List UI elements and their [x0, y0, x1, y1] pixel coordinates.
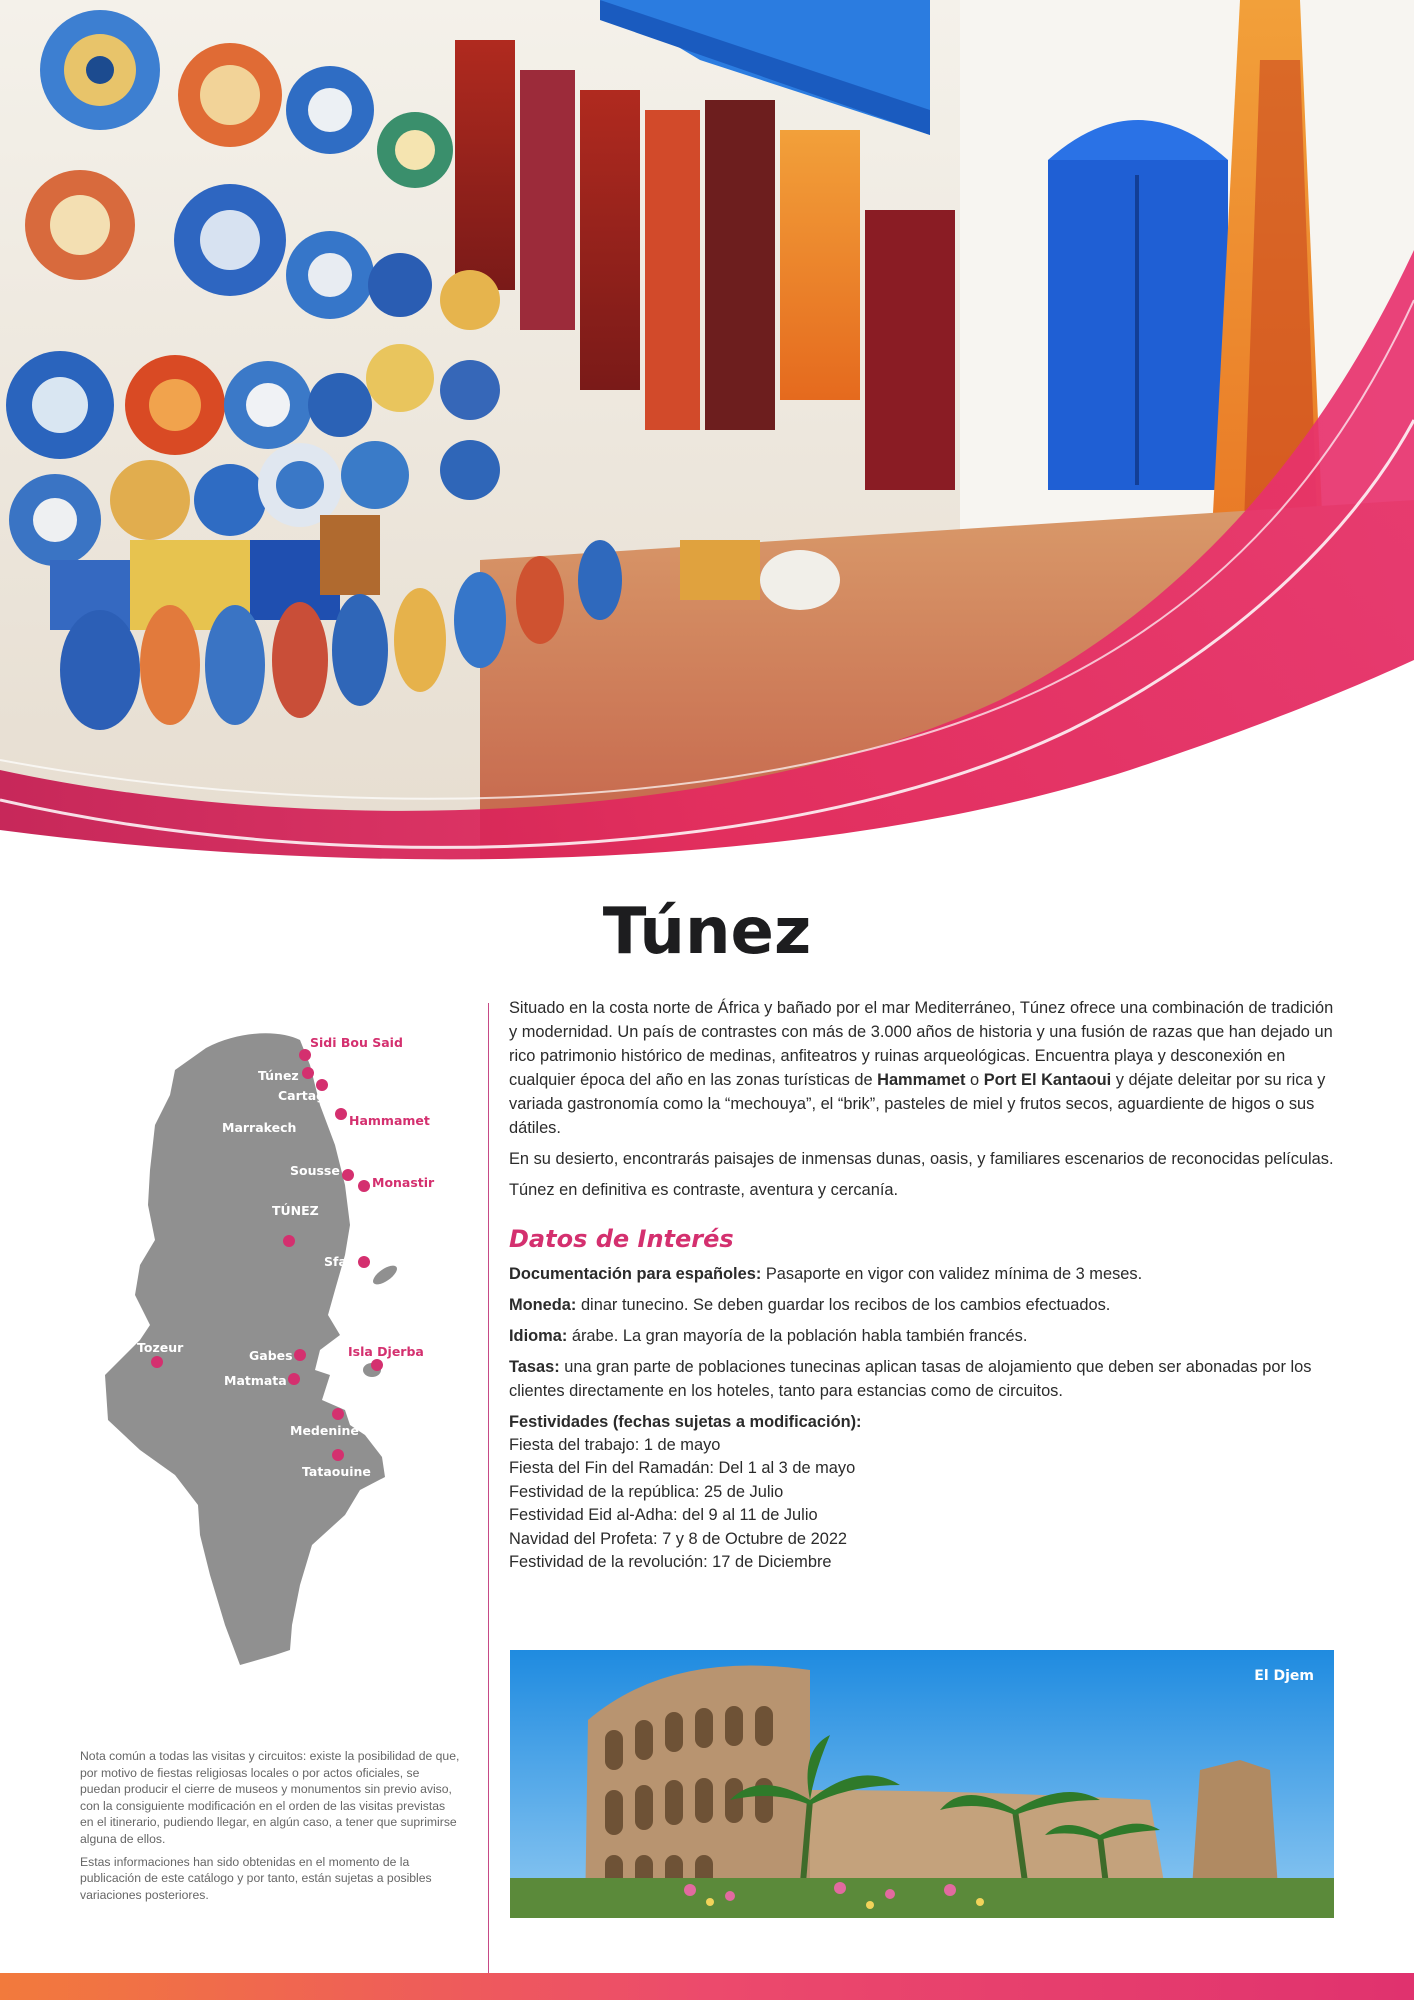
map-dot-sousse [342, 1169, 354, 1181]
footnote-info: Estas informaciones han sido obtenidas en el momento de la publicación de este catálogo y por tanto, están sujetas a posibles variaciones posteriores. [80, 1854, 432, 1902]
map-label-matmata: Matmata [224, 1373, 287, 1388]
map-dot-monastir [358, 1180, 370, 1192]
fact-text: árabe. La gran mayoría de la población habla también francés. [567, 1327, 1028, 1345]
map-dot-matmata [288, 1373, 300, 1385]
fact-text: Pasaporte en vigor con validez mínima de 3 meses. [761, 1265, 1143, 1283]
fact-text: dinar tunecino. Se deben guardar los recibos de los cambios efectuados. [576, 1296, 1111, 1314]
list-item: Fiesta del Fin del Ramadán: Del 1 al 3 de mayo [509, 1459, 856, 1478]
list-item: Fiesta del trabajo: 1 de mayo [509, 1436, 721, 1454]
page-title: Túnez [602, 895, 812, 969]
intro-paragraph-1 [509, 996, 1339, 1140]
fact-idioma [509, 1324, 1339, 1348]
map-dot-sfax [358, 1256, 370, 1268]
map-label-tunez: Túnez [258, 1068, 299, 1083]
intro-paragraph-2: En su desierto, encontrarás paisajes de inmensas dunas, oasis, y familiares escenarios de reconocidas películas. [509, 1150, 1334, 1168]
fact-moneda [509, 1293, 1339, 1317]
map-dot-tunez [302, 1067, 314, 1079]
map-dot-medenine [332, 1408, 344, 1420]
hero-image [0, 0, 1414, 870]
highlight-hammamet: Hammamet [877, 1071, 966, 1089]
fact-tasas [509, 1355, 1339, 1403]
el-djem-illustration [510, 1650, 1334, 1918]
map-dot-tataouine [332, 1449, 344, 1461]
map-label-tunez-center: TÚNEZ [272, 1203, 319, 1218]
fact-festividades-heading [509, 1410, 1339, 1434]
footnote-visits: Nota común a todas las visitas y circuitos: existe la posibilidad de que, por motivo de fiestas religiosas locales o por actos oficiales, se puedan producir el cierre de museos y monumentos sin previo aviso, con la consiguiente modificación en el orden de las visitas previstas en el itinerario, pudiendo llegar, en algún caso, a tener que suprimirse alguna de ellos. [80, 1749, 460, 1846]
map-dot-gabes [294, 1349, 306, 1361]
fact-text: una gran parte de poblaciones tunecinas aplican tasas de alojamiento que deben ser abonadas por los clientes directamente en los hoteles, tanto para estancias como de circuitos. [509, 1358, 1312, 1400]
map-label-marrakech: Marrakech [222, 1120, 297, 1135]
list-item: Festividad de la república: 25 de Julio [509, 1482, 784, 1501]
footer-bar [0, 1973, 1414, 2000]
map-dot-tunez-center [283, 1235, 295, 1247]
list-item: Festividad de la revolución: 17 de Diciembre [509, 1553, 832, 1572]
festividades-list [509, 1434, 1339, 1574]
map-label-medenine: Medenine [290, 1423, 359, 1438]
intro-paragraph-3: Túnez en definitiva es contraste, aventura y cercanía. [509, 1181, 899, 1199]
map-dot-isla-djerba [371, 1359, 383, 1371]
map-label-hammamet: Hammamet [349, 1113, 430, 1128]
intro-text-connector: o [965, 1071, 984, 1089]
map-dot-tozeur [151, 1356, 163, 1368]
el-djem-photo [510, 1650, 1334, 1918]
kerkennah-island [370, 1262, 400, 1288]
map-label-tozeur: Tozeur [137, 1340, 184, 1355]
fact-label: Moneda: [509, 1296, 577, 1314]
list-item: Navidad del Profeta: 7 y 8 de Octubre de 2022 [509, 1529, 848, 1548]
map-label-cartago: Cartago [278, 1088, 334, 1103]
tunisia-map [100, 1025, 460, 1715]
column-divider [488, 1003, 489, 1973]
map-label-monastir: Monastir [372, 1175, 435, 1190]
footnote [80, 1748, 460, 1909]
fact-label: Idioma: [509, 1327, 568, 1345]
map-label-sidi-bou-said: Sidi Bou Said [310, 1035, 403, 1050]
main-content [509, 996, 1339, 1574]
fact-documentacion [509, 1262, 1339, 1286]
map-dot-hammamet [335, 1108, 347, 1120]
photo-caption: El Djem [1254, 1668, 1314, 1684]
map-label-sfax: Sfax [324, 1254, 355, 1269]
map-dot-sidi-bou-said [299, 1049, 311, 1061]
map-label-isla-djerba: Isla Djerba [348, 1344, 424, 1359]
list-item: Festividad Eid al-Adha: del 9 al 11 de Julio [509, 1506, 818, 1525]
map-label-sousse: Sousse [290, 1163, 340, 1178]
map-label-gabes: Gabes [249, 1348, 293, 1363]
intro-text-start: Situado en la costa norte de África y bañado por el mar Mediterráneo, Túnez ofrece una combinación de tradición y modernidad. Un país de contrastes con más de 3.000 años de historia y una fusión de razas que han dejado un rico patrimonio histórico de medinas, anfiteatros y ruinas arqueológicas. Encuentra playa y desconexión en cualquier época del año en las zonas turísticas de [509, 999, 1334, 1089]
intro-text-end: y déjate deleitar por su rica y variada gastronomía como la “mechouya”, el “brik”, pasteles de miel y frutos secos, aguardiente de higos o sus dátiles. [509, 1071, 1326, 1137]
fact-label: Festividades (fechas sujetas a modificación): [509, 1413, 862, 1431]
section-title-datos: Datos de Interés [509, 1225, 734, 1253]
highlight-port-el-kantaoui: Port El Kantaoui [983, 1071, 1112, 1089]
fact-label: Documentación para españoles: [509, 1265, 762, 1283]
map-label-tataouine: Tataouine [302, 1464, 371, 1479]
fact-label: Tasas: [509, 1358, 560, 1376]
